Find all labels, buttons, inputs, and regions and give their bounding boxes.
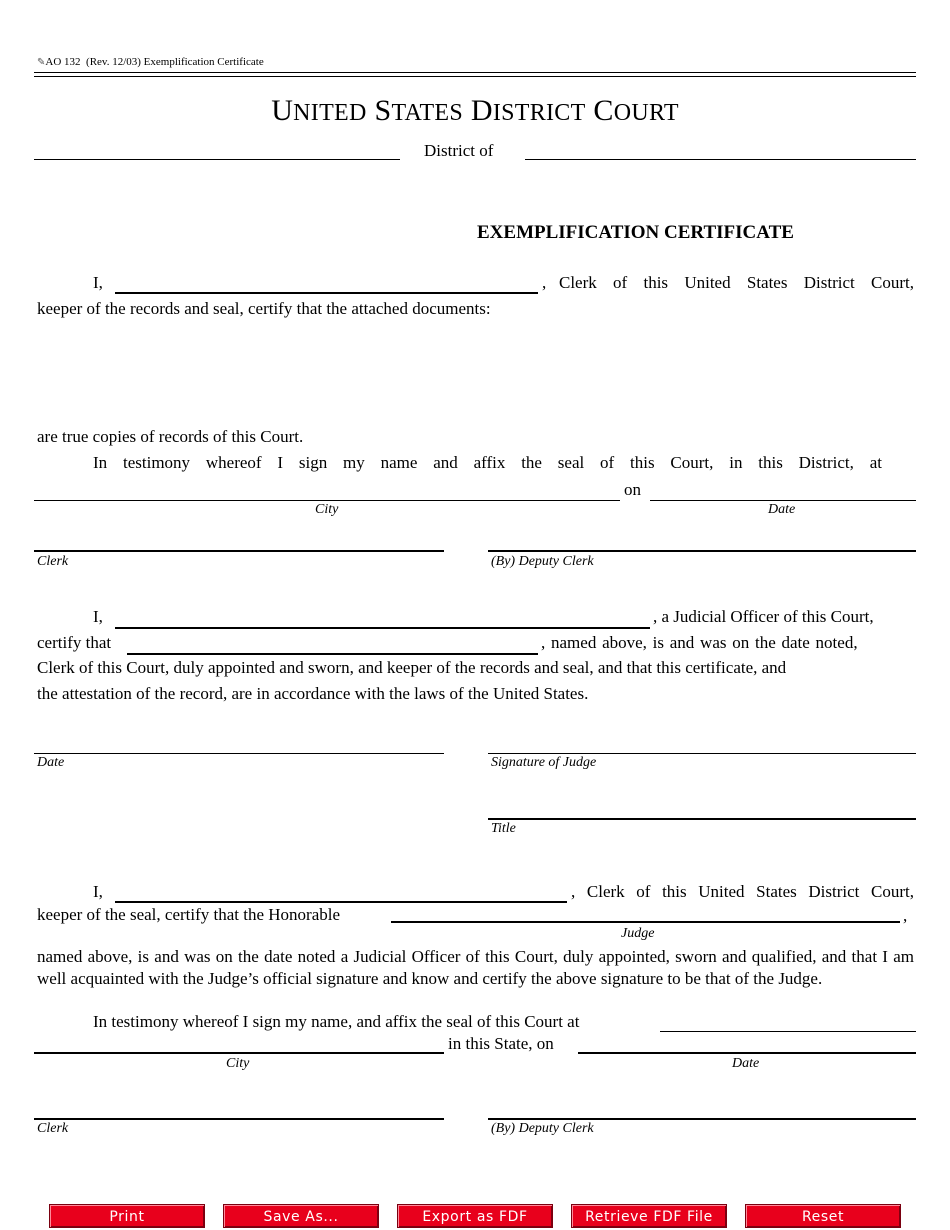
s1-true-copies: are true copies of records of this Court. — [37, 427, 304, 446]
reset-button[interactable]: Reset — [745, 1204, 901, 1228]
district-field[interactable] — [525, 159, 916, 160]
save-as-button[interactable]: Save As... — [223, 1204, 379, 1228]
s1-testimony: In testimony whereof I sign my name and affix the seal of this Court, in this District, at — [93, 453, 882, 472]
s1-city-label: City — [315, 502, 339, 517]
s1-deputy-label: (By) Deputy Clerk — [491, 554, 594, 569]
s2-line4: the attestation of the record, are in accordance with the laws of the United States. — [37, 684, 589, 703]
s1-keeper-text: keeper of the records and seal, certify that the attached documents: — [37, 299, 491, 318]
s3-i: I, — [93, 882, 103, 901]
s1-clerk-label: Clerk — [37, 554, 69, 569]
s3-judge-field[interactable] — [391, 921, 900, 923]
s1-clerk-text: Clerk of this United States District Court, — [559, 273, 914, 292]
s2-certify-that: certify that — [37, 633, 112, 652]
form-header — [37, 56, 264, 68]
s2-judicial-officer: , a Judicial Officer of this Court, — [653, 607, 874, 626]
s3-keeper-text: keeper of the seal, certify that the Honorable — [37, 905, 341, 924]
s3-court-location-field[interactable] — [660, 1031, 916, 1032]
s2-date-label: Date — [37, 755, 65, 770]
s2-title-field[interactable] — [488, 818, 916, 820]
s3-city-field[interactable] — [34, 1052, 444, 1054]
s1-i: I, — [93, 273, 103, 292]
s1-date-field[interactable] — [650, 500, 916, 501]
s1-comma: , — [542, 273, 547, 292]
court-title: UNITED STATES DISTRICT COURT — [271, 94, 679, 127]
s1-clerk-signature-field[interactable] — [34, 550, 444, 552]
s2-clerk-name-field[interactable] — [127, 653, 538, 655]
form-id: AO 132 — [45, 56, 81, 68]
s3-date-label: Date — [732, 1056, 760, 1071]
header-rule-bottom — [34, 76, 916, 77]
s3-clerk-signature-field[interactable] — [34, 1118, 444, 1120]
s3-in-state: in this State, on — [448, 1034, 554, 1053]
s3-judge-label: Judge — [621, 926, 655, 941]
s2-signature-label: Signature of Judge — [491, 755, 597, 770]
district-of-label: District of — [424, 141, 494, 160]
s2-title-label: Title — [491, 821, 516, 836]
s1-on: on — [624, 480, 641, 499]
s3-comma: , — [903, 906, 908, 925]
retrieve-fdf-button[interactable]: Retrieve FDF File — [571, 1204, 727, 1228]
s3-date-field[interactable] — [578, 1052, 916, 1054]
s3-clerk-name-field[interactable] — [115, 901, 567, 903]
s3-city-label: City — [226, 1056, 250, 1071]
s2-i: I, — [93, 607, 103, 626]
s3-clerk-text: , Clerk of this United States District Court, — [571, 882, 914, 901]
header-rule-top — [34, 72, 916, 73]
s3-deputy-label: (By) Deputy Clerk — [491, 1121, 594, 1136]
s3-testimony: In testimony whereof I sign my name, and affix the seal of this Court at — [93, 1012, 580, 1031]
form-rev: (Rev. 12/03) Exemplification Certificate — [86, 56, 264, 68]
certificate-heading: EXEMPLIFICATION CERTIFICATE — [477, 222, 794, 243]
s2-date-field[interactable] — [34, 753, 444, 754]
s2-signature-field[interactable] — [488, 753, 916, 754]
s1-date-label: Date — [768, 502, 796, 517]
s2-named-above: , named above, is and was on the date noted, — [541, 633, 858, 652]
s2-judge-name-field[interactable] — [115, 627, 650, 629]
s1-city-field[interactable] — [34, 500, 620, 501]
export-fdf-button[interactable]: Export as FDF — [397, 1204, 553, 1228]
s2-line3: Clerk of this Court, duly appointed and sworn, and keeper of the records and seal, and that this certificate, and — [37, 658, 787, 677]
s3-paragraph: named above, is and was on the date noted a Judicial Officer of this Court, duly appointed, sworn and qualified, and that I am well acquainted with the Judge’s official signature and know and certify the above signature to be that of the Judge. — [37, 947, 914, 988]
s3-deputy-signature-field[interactable] — [488, 1118, 916, 1120]
pencil-icon: ✎ — [37, 57, 46, 68]
s3-clerk-label: Clerk — [37, 1121, 69, 1136]
s1-deputy-signature-field[interactable] — [488, 550, 916, 552]
print-button[interactable]: Print — [49, 1204, 205, 1228]
state-field[interactable] — [34, 159, 400, 160]
s1-clerk-name-field[interactable] — [115, 292, 538, 294]
